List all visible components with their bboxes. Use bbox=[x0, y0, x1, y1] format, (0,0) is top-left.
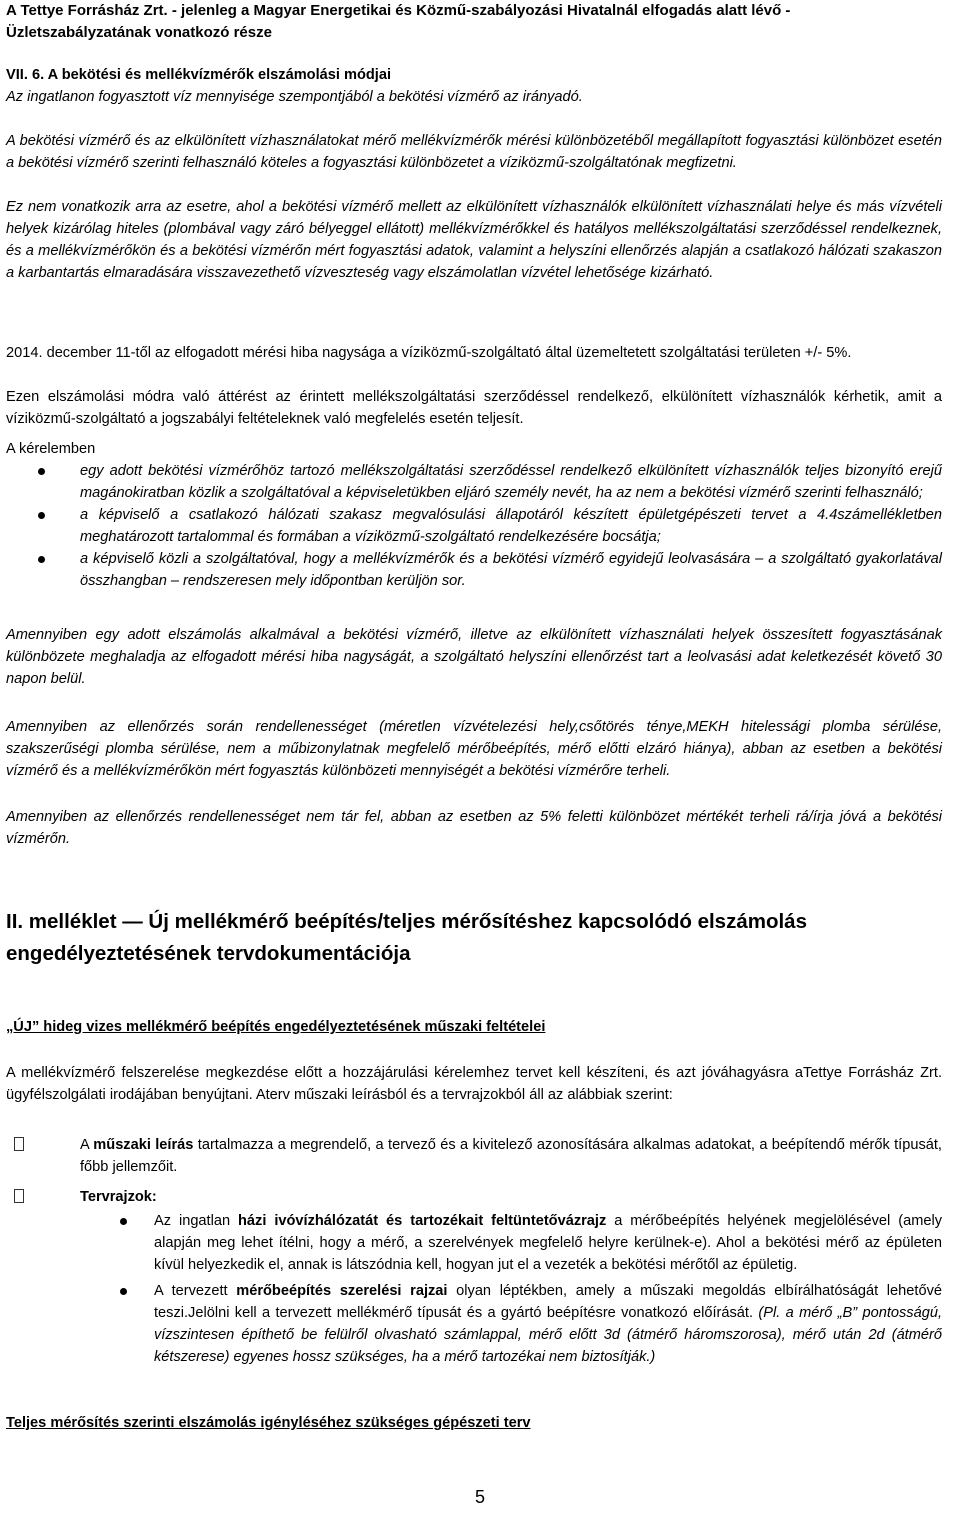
sub-1-rest: a mérőbeépítés helyének megjelölésével (amely alapján meg lehet ítélni, hogy a mérő, a szerelvények megfelelő helyre kerülnek-e). Ahol a bekötési mérő az épületen kívül helyezkedik el, annak is látszódnia kell, hogyan jut el a vezeték a bekötési mérőtől az épületig. bbox=[154, 1213, 943, 1273]
list-item bbox=[6, 1210, 942, 1276]
section-subtitle: Az ingatlanon fogyasztott víz mennyisége szempontjából a bekötési vízmérő az irányadó. bbox=[6, 89, 583, 105]
document-header bbox=[6, 0, 942, 44]
section-heading bbox=[6, 64, 942, 86]
paragraph-2 bbox=[6, 196, 942, 284]
sub-1-prefix: Az ingatlan bbox=[154, 1213, 239, 1229]
paragraph-2-text: Ez nem vonatkozik arra az esetre, ahol a bekötési vízmérő mellett az elkülönített vízhasználók elkülönített vízhasználati helye és más vízvételi helyek kizárólag hiteles (plombával vagy záró bélyeggel ellátott) mellékvízmérőkkel és hatályos mellékszolgáltatási szerződéssel rendelkeznek, és a mellékvízmérőkön és a bekötési vízmérőn mért fogyasztási adatok, valamint a helyszíni ellenőrzés alapján a csatlakozó hálózati szakaszon a karbantartás elmaradására visszavezethető vízveszteség vagy elszámolatlan vízvétel lehetősége kizárható. bbox=[6, 199, 942, 281]
annex-title-rest: Új mellékmérő beépítés/teljes mérősítéshez kapcsolódó elszámolás bbox=[148, 910, 807, 933]
annex-title-line-2: engedélyeztetésének tervdokumentációja bbox=[6, 942, 411, 965]
annex-item-list bbox=[6, 1134, 942, 1368]
sub-2-prefix: A tervezett bbox=[154, 1283, 237, 1299]
bullet-icon bbox=[120, 1218, 127, 1225]
header-line-1: A Tettye Forrásház Zrt. - jelenleg a Magyar Energetikai és Közmű-szabályozási Hivatalnál elfogadás alatt lévő - bbox=[6, 2, 791, 19]
annex-title bbox=[6, 906, 942, 970]
checkbox-glyph-icon bbox=[14, 1189, 24, 1203]
page-number: 5 bbox=[474, 1487, 485, 1507]
paragraph-4-text: Ezen elszámolási módra való áttérést az érintett mellékszolgáltatási szerződéssel rendelkező, elkülönített vízhasználók kérhetik, amit a víziközmű-szolgáltató a jogszabályi feltételeknek való megfelelés esetén teljesít. bbox=[6, 389, 942, 427]
bullet-icon bbox=[38, 556, 45, 563]
list-item-text: egy adott bekötési vízmérőhöz tartozó mellékszolgáltatási szerződéssel rendelkező elkülönített vízhasználók teljes bizonyító erejű magánokiratban közlik a szolgáltatóval a képviseletükben eljáró személy nevét, ha az nem a bekötési vízmérő szerinti felhasználó; bbox=[80, 463, 942, 501]
annex-intro-text: A mellékvízmérő felszerelése megkezdése előtt a hozzájárulási kérelemhez tervet kell készíteni, és azt jóváhagyásra aTettye Forrásház Zrt. ügyfélszolgálati irodájában benyújtani. Aterv műszaki leírásból és a tervrajzokból áll az alábbiak szerint: bbox=[6, 1065, 942, 1103]
list-item-text: a képviselő a csatlakozó hálózati szakasz megvalósulási állapotáról készített épületgépészeti tervet a 4.4számellékletben meghatározott tartalommal és formában a víziközmű-szolgáltató rendelkezésére bocsátja; bbox=[80, 507, 942, 545]
sub-2-bold: mérőbeépítés szerelési rajzai bbox=[236, 1283, 448, 1299]
list-item-text: a képviselő közli a szolgáltatóval, hogy a mellékvízmérők és a bekötési vízmérő egyidejű leolvasására – a szolgáltató gyakorlatával összhangban – rendszeresen mely időpontban kerüljön sor. bbox=[80, 551, 942, 589]
list-item bbox=[6, 1280, 942, 1368]
paragraph-4 bbox=[6, 386, 942, 430]
paragraph-5-text: A kérelemben bbox=[6, 441, 96, 457]
final-heading: Teljes mérősítés szerinti elszámolás igényléséhez szükséges gépészeti terv bbox=[6, 1415, 531, 1431]
paragraph-3 bbox=[6, 342, 942, 364]
list-item bbox=[6, 1134, 942, 1178]
sub-2-rest: olyan léptékben, amely a műszaki megoldás elbírálhatóságát lehetővé teszi.Jelölni kell a tervezett mellékmérő típusát és a gyártó beépítésre vonatkozó előírását. bbox=[154, 1283, 942, 1321]
bullet-icon bbox=[120, 1288, 127, 1295]
paragraph-8-text: Amennyiben az ellenőrzés rendellenességet nem tár fel, abban az esetben az 5% feletti különbözet mértékét terheli rá/írja jóvá a bekötési vízmérőn. bbox=[6, 809, 942, 847]
header-line-2: Üzletszabályzatának vonatkozó része bbox=[6, 24, 272, 41]
section-number: VII. 6. bbox=[6, 67, 45, 83]
annex-subheading: „ÚJ” hideg vizes mellékmérő beépítés engedélyeztetésének műszaki feltételei bbox=[6, 1019, 546, 1035]
list-item bbox=[6, 548, 942, 592]
paragraph-8 bbox=[6, 806, 942, 850]
paragraph-1-text: A bekötési vízmérő és az elkülönített vízhasználatokat mérő mellékvízmérők mérési különbözetéből megállapított fogyasztási különbözet esetén a bekötési vízmérő szerinti felhasználó köteles a fogyasztási különbözetet a víziközmű-szolgáltatónak megfizetni. bbox=[6, 133, 942, 171]
item-1-bold: műszaki leírás bbox=[93, 1137, 194, 1153]
item-1-prefix: A bbox=[80, 1137, 94, 1153]
item-1-rest: tartalmazza a megrendelő, a tervező és a kivitelező azonosítására alkalmas adatokat, a beépítendő mérők típusát, főbb jellemzőit. bbox=[80, 1137, 942, 1175]
item-2-label: Tervrajzok: bbox=[80, 1189, 157, 1205]
paragraph-7-text: Amennyiben az ellenőrzés során rendellenességet (méretlen vízvételezési hely,csőtörés ténye,MEKH hitelessági plomba sérülése, szakszerűségi plomba sérülése, nem a műbizonylatnak megfelelő mérőbeépítés, mérő előtti elzáró hiánya), abban az esetben a bekötési vízmérő és a mellékvízmérőkön mért fogyasztás különbözeti mennyiségét a bekötési vízmérőre terheli. bbox=[6, 719, 942, 779]
checkbox-glyph-icon bbox=[14, 1137, 24, 1151]
paragraph-1 bbox=[6, 130, 942, 174]
section-title: A bekötési és mellékvízmérők elszámolási módjai bbox=[47, 67, 392, 83]
paragraph-7 bbox=[6, 716, 942, 782]
paragraph-6-text: Amennyiben egy adott elszámolás alkalmával a bekötési vízmérő, illetve az elkülönített vízhasználati helyek összesített fogyasztásának különbözete meghaladja az elfogadott mérési hiba nagyságát, a szolgáltató helyszíni ellenőrzést tart a leolvasási adat keletkezését követő 30 napon belül. bbox=[6, 627, 942, 687]
sub-1-bold: házi ivóvízhálózatát és tartozékait feltüntetővázrajz bbox=[238, 1213, 607, 1229]
list-item bbox=[6, 504, 942, 548]
bullet-icon bbox=[38, 512, 45, 519]
bullet-icon bbox=[38, 468, 45, 475]
list-item bbox=[6, 1186, 942, 1208]
request-bullet-list bbox=[6, 460, 942, 592]
paragraph-5 bbox=[6, 438, 942, 460]
annex-title-line-1 bbox=[6, 906, 942, 938]
list-item bbox=[6, 460, 942, 504]
sub-2-italic: (Pl. a mérő „B” pontosságú, vízszintesen építhető be felülről olvasható számlappal, mérő előtt 3d (átmérő háromszorosa), mérő után 2d (átmérő kétszerese) egyenes hossz szükséges, ha a mérő tartozékai nem biztosítják.) bbox=[154, 1305, 942, 1365]
annex-title-prefix: II. melléklet — bbox=[6, 910, 149, 933]
paragraph-3-text: 2014. december 11-től az elfogadott mérési hiba nagysága a víziközmű-szolgáltató által üzemeltetett szolgáltatási területen +/- 5%. bbox=[6, 345, 852, 361]
paragraph-6 bbox=[6, 624, 942, 690]
annex-intro bbox=[6, 1062, 942, 1106]
